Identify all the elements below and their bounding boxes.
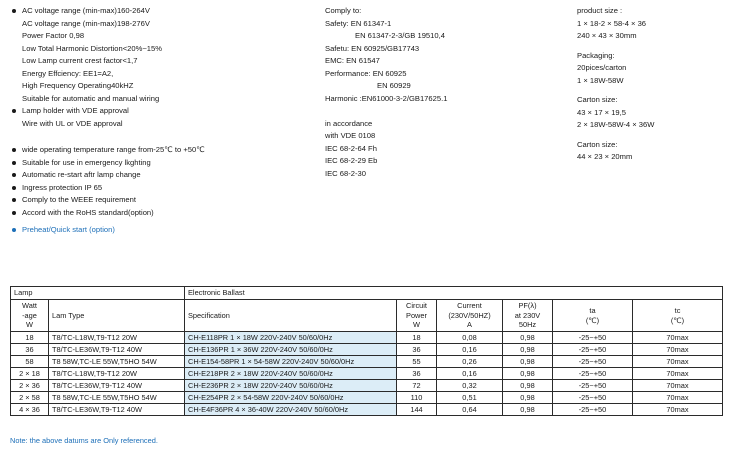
standard-safetu: Safetu: EN 60925/GB17743	[325, 43, 420, 53]
table-body	[11, 332, 723, 416]
table-row	[11, 392, 723, 404]
table-row	[11, 404, 723, 416]
cell-tc: 70max	[633, 392, 723, 404]
cell-power: 36	[397, 344, 437, 356]
standard-accordance: in accordance	[325, 118, 373, 128]
standard-iec-3: IEC 68-2-30	[325, 168, 366, 178]
feature-item: Suitable for use in emergency lkghting	[10, 157, 310, 170]
bullet-icon	[12, 109, 16, 113]
cell-lamp: T8/TC-L18W,T9-T12 20W	[49, 368, 185, 380]
spacer	[325, 105, 560, 118]
group-lamp-header: Lamp	[11, 287, 185, 300]
feature-item: High Frequency Operating40kHZ	[22, 81, 134, 90]
feature-item: Wire with UL or VDE approval	[22, 118, 123, 128]
feature-item: Comply to the WEEE requirement	[10, 194, 310, 207]
carton-size-label: Carton size:	[577, 95, 618, 104]
cell-tc: 70max	[633, 380, 723, 392]
cell-spec: CH-E254PR 2 × 54-58W 220V-240V 50/60/0Hz	[185, 392, 397, 404]
cell-watt: 36	[11, 344, 49, 356]
cell-current: 0,64	[437, 404, 503, 416]
cell-watt: 4 × 36	[11, 404, 49, 416]
spacer	[577, 87, 727, 94]
bullet-icon	[12, 161, 16, 165]
header-ta: ta (℃)	[553, 300, 633, 332]
standard-safety: Safety: EN 61347-1	[325, 18, 392, 28]
cell-power: 55	[397, 356, 437, 368]
header-circuit-power: Circuit Power W	[397, 300, 437, 332]
feature-item: Power Factor 0,98	[22, 31, 85, 40]
table-row	[11, 380, 723, 392]
feature-item: Suitable for automatic and manual wiring	[22, 93, 160, 103]
header-specification: Specification	[185, 300, 397, 332]
standard-iec-1: IEC 68-2-64 Fh	[325, 143, 377, 153]
cell-power: 144	[397, 404, 437, 416]
cell-spec: CH-E4F36PR 4 × 36-40W 220V-240V 50/60/0Hz	[185, 404, 397, 416]
cell-tc: 70max	[633, 404, 723, 416]
cell-pf: 0,98	[503, 368, 553, 380]
standard-iec-2: IEC 68-2-29 Eb	[325, 156, 378, 165]
cell-lamp: T8/TC-LE36W,T9-T12 40W	[49, 344, 185, 356]
standard-safety-2: EN 61347-2-3/GB 19510,4	[355, 31, 445, 40]
standard-emc: EMC: EN 61547	[325, 56, 380, 65]
bullet-icon	[12, 228, 16, 232]
cell-tc: 70max	[633, 368, 723, 380]
cell-pf: 0,98	[503, 332, 553, 344]
packaging-1: 20pices/carton	[577, 63, 627, 72]
cell-ta: -25~+50	[553, 392, 633, 404]
feature-item: Energy Effciency: EE1=A2,	[22, 68, 114, 78]
header-tc: tc (℃)	[633, 300, 723, 332]
product-size-1: 1 × 18-2 × 58-4 × 36	[577, 18, 647, 28]
carton-size-3: 44 × 23 × 20mm	[577, 152, 633, 161]
cell-lamp: T8/TC-L18W,T9-T12 20W	[49, 332, 185, 344]
feature-item: Automatic re-start aftr lamp change	[10, 169, 310, 182]
cell-watt: 2 × 18	[11, 368, 49, 380]
cell-spec: CH-E236PR 2 × 18W 220V-240V 50/60/0Hz	[185, 380, 397, 392]
standards-heading: Comply to:	[325, 6, 362, 15]
carton-size-2: 2 × 18W-58W-4 × 36W	[577, 120, 655, 129]
standard-vde: with VDE 0108	[325, 131, 376, 140]
table-row	[11, 368, 723, 380]
group-ballast-header: Electronic Ballast	[185, 287, 723, 300]
table-row	[11, 356, 723, 368]
cell-watt: 58	[11, 356, 49, 368]
cell-tc: 70max	[633, 344, 723, 356]
standard-performance-2: EN 60929	[377, 81, 411, 90]
header-lamp-type: Lam Type	[49, 300, 185, 332]
cell-current: 0,08	[437, 332, 503, 344]
cell-watt: 18	[11, 332, 49, 344]
cell-spec: CH-E136PR 1 × 36W 220V-240V 50/60/0Hz	[185, 344, 397, 356]
cell-current: 0,26	[437, 356, 503, 368]
header-current: Current (230V/50HZ) A	[437, 300, 503, 332]
packaging-2: 1 × 18W-58W	[577, 75, 624, 85]
packaging-label: Packaging:	[577, 50, 615, 60]
feature-item: Lamp holder with VDE approval	[10, 105, 310, 118]
cell-spec: CH-E118PR 1 × 18W 220V-240V 50/60/0Hz	[185, 332, 397, 344]
standards-column	[325, 0, 560, 180]
feature-item: AC voltage range (min-max)198-276V	[22, 18, 150, 28]
ballast-spec-table	[10, 286, 723, 416]
cell-current: 0,32	[437, 380, 503, 392]
cell-current: 0,51	[437, 392, 503, 404]
cell-ta: -25~+50	[553, 380, 633, 392]
feature-item: Low Lamp current crest factor<1,7	[22, 56, 138, 65]
table-header-row	[11, 300, 723, 332]
product-size-label: product size :	[577, 6, 623, 15]
cell-spec: CH-E154-58PR 1 × 54-58W 220V-240V 50/60/0Hz	[185, 356, 397, 368]
spacer	[10, 130, 310, 144]
cell-power: 110	[397, 392, 437, 404]
feature-item: wide operating temperature range from-25℃ to +50℃	[10, 144, 310, 157]
cell-spec: CH-E218PR 2 × 18W 220V-240V 50/60/0Hz	[185, 368, 397, 380]
cell-watt: 2 × 58	[11, 392, 49, 404]
cell-pf: 0,98	[503, 356, 553, 368]
cell-tc: 70max	[633, 356, 723, 368]
cell-current: 0,16	[437, 344, 503, 356]
spacer	[577, 43, 727, 50]
cell-lamp: T8/TC-LE36W,T9-T12 40W	[49, 404, 185, 416]
feature-item: Low Total Harmonic Distortion<20%~15%	[22, 43, 162, 53]
bullet-icon	[12, 198, 16, 202]
cell-pf: 0,98	[503, 380, 553, 392]
cell-pf: 0,98	[503, 392, 553, 404]
table-row	[11, 332, 723, 344]
bullet-icon	[12, 9, 16, 13]
features-column	[10, 0, 310, 237]
cell-power: 36	[397, 368, 437, 380]
cell-ta: -25~+50	[553, 368, 633, 380]
cell-lamp: T8 58W,TC-LE 55W,T5HO 54W	[49, 392, 185, 404]
header-pf: PF(λ) at 230V 50Hz	[503, 300, 553, 332]
bullet-icon	[12, 186, 16, 190]
header-wattage: Watt -age W	[11, 300, 49, 332]
cell-watt: 2 × 36	[11, 380, 49, 392]
feature-item: Accord with the RoHS standard(option)	[10, 207, 310, 220]
bullet-icon	[12, 211, 16, 215]
sizes-column	[577, 0, 727, 164]
feature-item: AC voltage range (min-max)160-264V	[10, 5, 310, 18]
cell-ta: -25~+50	[553, 344, 633, 356]
product-size-2: 240 × 43 × 30mm	[577, 31, 637, 40]
option-item: Preheat/Quick start (option)	[10, 224, 310, 237]
cell-current: 0,16	[437, 368, 503, 380]
standard-performance: Performance: EN 60925	[325, 68, 407, 78]
carton-size-label-2: Carton size:	[577, 139, 618, 149]
bullet-icon	[12, 173, 16, 177]
cell-pf: 0,98	[503, 344, 553, 356]
table-group-row	[11, 287, 723, 300]
carton-size-1: 43 × 17 × 19,5	[577, 107, 626, 117]
standard-harmonic: Harmonic :EN61000-3-2/GB17625.1	[325, 93, 448, 103]
bullet-icon	[12, 148, 16, 152]
cell-power: 72	[397, 380, 437, 392]
cell-tc: 70max	[633, 332, 723, 344]
cell-ta: -25~+50	[553, 332, 633, 344]
cell-lamp: T8 58W,TC-LE 55W,T5HO 54W	[49, 356, 185, 368]
cell-ta: -25~+50	[553, 356, 633, 368]
table-row	[11, 344, 723, 356]
footnote: Note: the above datums are Only referenced.	[10, 436, 158, 445]
spacer	[577, 132, 727, 139]
cell-pf: 0,98	[503, 404, 553, 416]
cell-power: 18	[397, 332, 437, 344]
cell-lamp: T8/TC-LE36W,T9-T12 40W	[49, 380, 185, 392]
cell-ta: -25~+50	[553, 404, 633, 416]
feature-item: Ingress protection IP 65	[10, 182, 310, 195]
